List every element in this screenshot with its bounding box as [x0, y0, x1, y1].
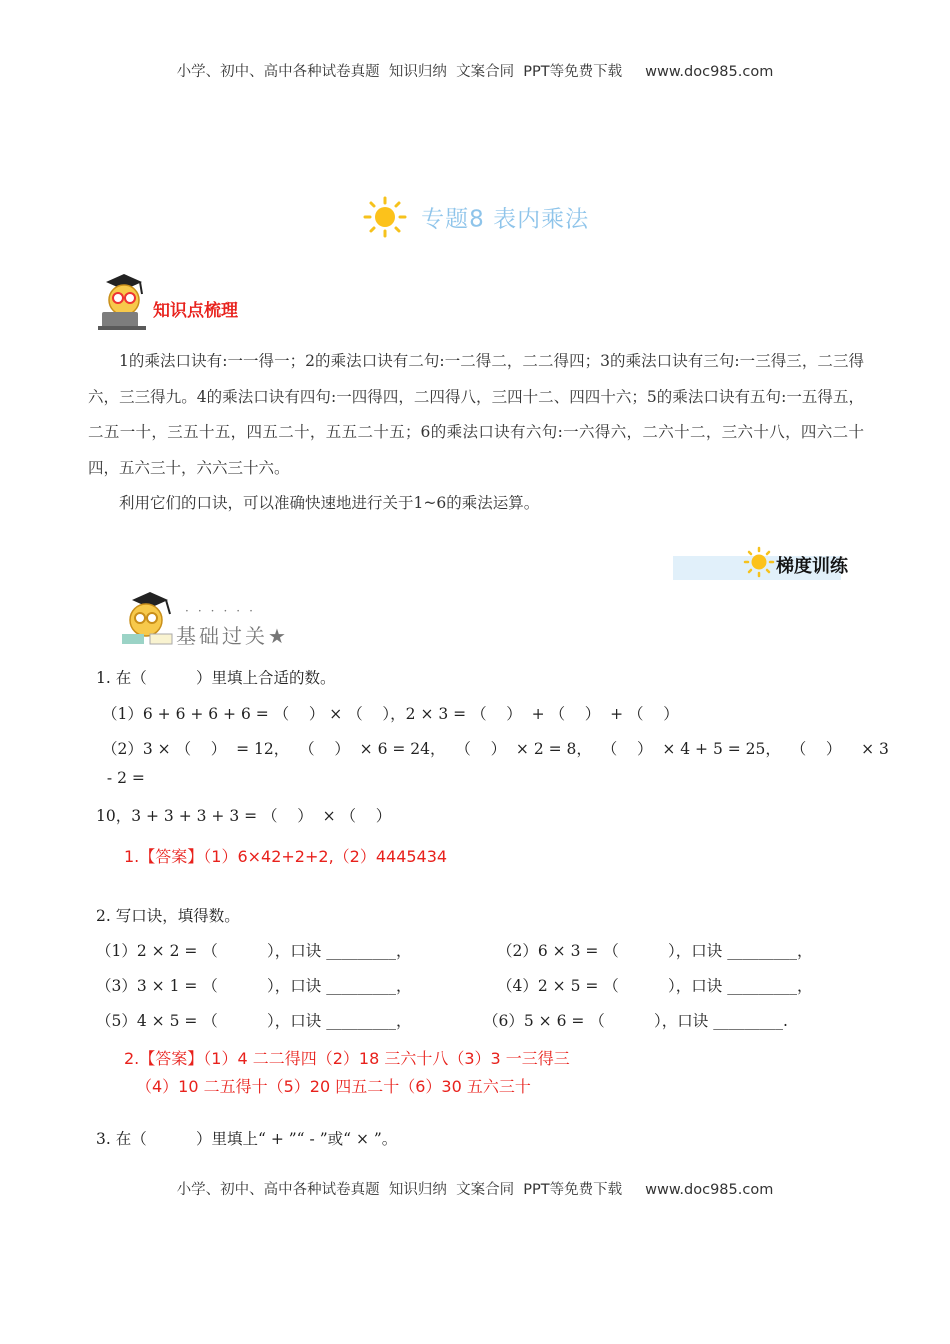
sun-icon	[361, 196, 409, 238]
decorative-dots: ······	[185, 604, 262, 618]
knowledge-paragraph: 利用它们的口诀，可以准确快速地进行关于1~6的乘法运算。	[119, 494, 540, 512]
question-2-item: （3）3 × 1 = （ ），口诀 _________，	[96, 977, 412, 995]
question-2-item: （5）4 × 5 = （ ），口诀 _________，	[96, 1012, 412, 1030]
question-1-line: - 2 =	[102, 769, 145, 787]
title-text: 专题8 表内乘法	[421, 206, 590, 233]
question-1-line: （2）3 × （ ） = 12， （ ） × 6 = 24， （ ） × 2 = 8， （ ） × 4 + 5 = 25， （ ） × 3	[102, 740, 889, 758]
question-1-stem: 1. 在（ ）里填上合适的数。	[96, 669, 336, 687]
question-3-stem: 3. 在（ ）里填上“ + ”“ - ”或“ × ”。	[96, 1130, 398, 1148]
question-2-item: （2）6 × 3 = （ ），口诀 _________，	[497, 942, 813, 960]
question-1-line: 10，3 + 3 + 3 + 3 = （ ） × （ ）	[96, 807, 392, 825]
mascot-laptop-icon	[92, 270, 154, 332]
knowledge-content	[88, 344, 864, 522]
question-2-item: （1）2 × 2 = （ ），口诀 _________，	[96, 942, 412, 960]
page-footer: 小学、初中、高中各种试卷真题 知识归纳 文案合同 PPT等免费下载 www.doc985.com	[176, 1182, 774, 1198]
question-1-answer: 1.【答案】（1）6×42+2+2,（2）4445434	[124, 847, 448, 866]
question-2-item: （4）2 × 5 = （ ），口诀 _________，	[497, 977, 813, 995]
question-1-line: （1）6 + 6 + 6 + 6 = （ ） × （ ），2 × 3 = （ ） + （ ） + （ ）	[102, 705, 679, 723]
page-header: 小学、初中、高中各种试卷真题 知识归纳 文案合同 PPT等免费下载 www.doc985.com	[176, 64, 774, 80]
question-2-answer: （4）10 二五得十（5）20 四五二十（6）30 五六三十	[136, 1077, 531, 1096]
knowledge-paragraph: 1的乘法口诀有:一一得一；2的乘法口诀有二句:一二得二，二二得四；3的乘法口诀有三句:一三得三，二三得六，三三得九。4的乘法口诀有四句:一四得四，二四得八，三四十二、四四十六；5的乘法口诀有五句:一五得五，二五一十，三五十五，四五二十，五五二十五；6的乘法口诀有六句:一六得六，二六十二，三六十八，四六二十四，五六三十，六六三十六。	[88, 352, 864, 477]
sun-icon	[742, 546, 776, 578]
question-2-answer: 2.【答案】（1）4 二二得四（2）18 三六十八（3）3 一三得三	[124, 1049, 570, 1068]
question-2-stem: 2. 写口诀，填得数。	[96, 907, 240, 925]
training-label: 梯度训练	[776, 556, 848, 577]
question-2-item: （6）5 × 6 = （ ），口诀 _________.	[483, 1012, 788, 1030]
page-title	[0, 196, 950, 238]
knowledge-label: 知识点梳理	[153, 301, 238, 321]
section-label: 基础过关★	[176, 624, 289, 648]
mascot-reading-icon	[116, 588, 178, 650]
